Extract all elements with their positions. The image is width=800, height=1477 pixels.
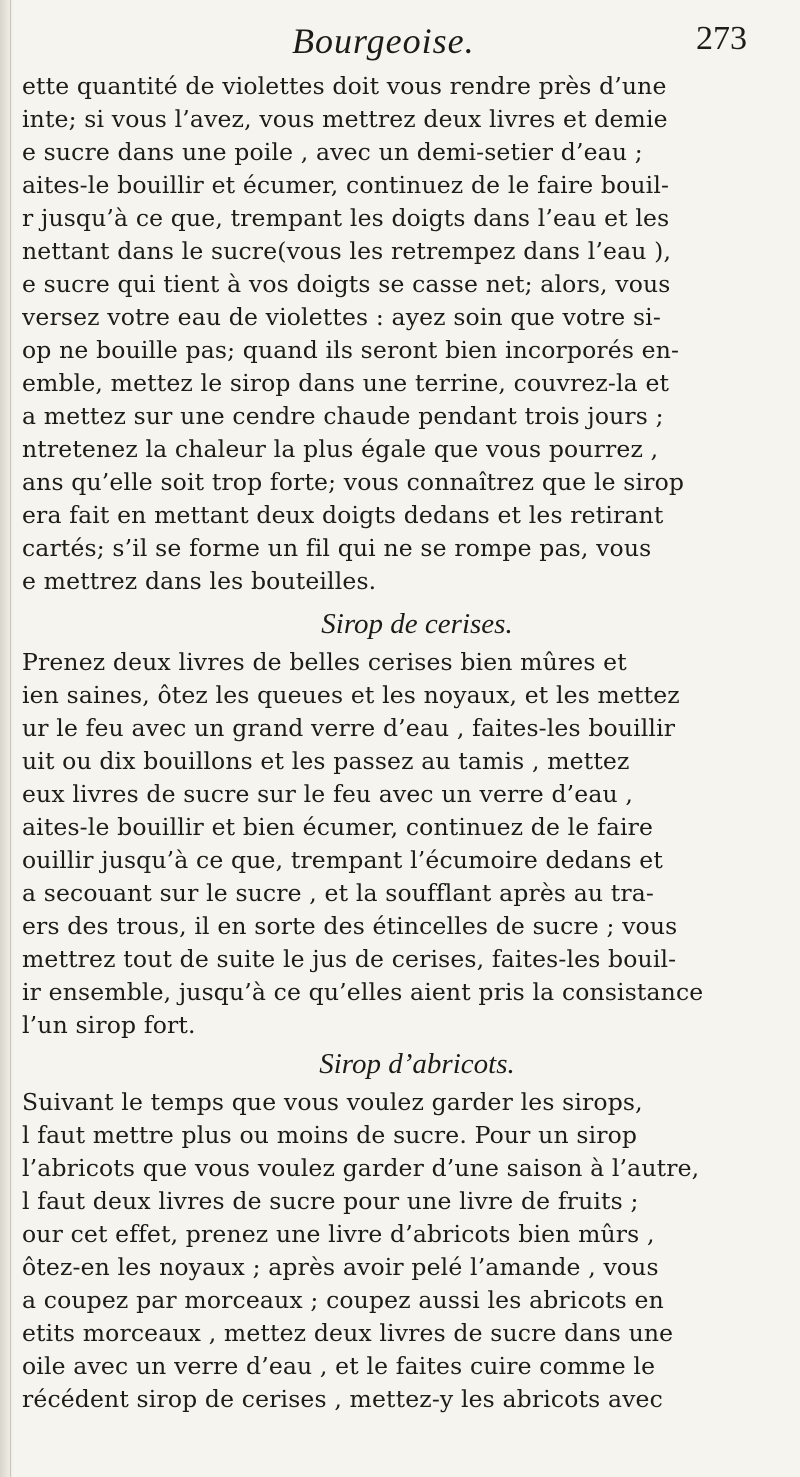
text-line: a secouant sur le sucre , et la soufflant après au tra- — [22, 879, 654, 907]
text-line: our cet effet, prenez une livre d’abricots bien mûrs , — [22, 1220, 655, 1248]
text-line: oile avec un verre d’eau , et le faites cuire comme le — [22, 1352, 656, 1380]
text-line: ans qu’elle soit trop forte; vous connaîtrez que le sirop — [22, 468, 685, 496]
text-line: e sucre dans une poile , avec un demi-setier d’eau ; — [22, 138, 643, 166]
paragraph-violettes — [22, 70, 792, 598]
page-gutter — [0, 0, 14, 1477]
text-line: emble, mettez le sirop dans une terrine, couvrez-la et — [22, 369, 670, 397]
text-line: versez votre eau de violettes : ayez soin que votre si- — [22, 303, 661, 331]
text-line: ôtez-en les noyaux ; après avoir pelé l’amande , vous — [22, 1253, 659, 1281]
text-line: era fait en mettant deux doigts dedans et les retirant — [22, 501, 664, 529]
text-line: r jusqu’à ce que, trempant les doigts dans l’eau et les — [22, 204, 670, 232]
text-line: l faut deux livres de sucre pour une livre de fruits ; — [22, 1187, 639, 1215]
text-line: op ne bouille pas; quand ils seront bien incorporés en- — [22, 336, 680, 364]
section-title-cerises: Sirop de cerises. — [321, 608, 513, 640]
text-line: a mettez sur une cendre chaude pendant trois jours ; — [22, 402, 664, 430]
text-line: ien saines, ôtez les queues et les noyaux, et les mettez — [22, 681, 680, 709]
text-line: e mettrez dans les bouteilles. — [22, 567, 377, 595]
text-line: l’un sirop fort. — [22, 1011, 196, 1039]
text-line: récédent sirop de cerises , mettez-y les abricots avec — [22, 1385, 663, 1413]
text-line: ir ensemble, jusqu’à ce qu’elles aient pris la consistance — [22, 978, 704, 1006]
text-line: nettant dans le sucre(vous les retrempez dans l’eau ), — [22, 237, 672, 265]
paragraph-abricots — [22, 1042, 792, 1416]
text-line: ntretenez la chaleur la plus égale que vous pourrez , — [22, 435, 659, 463]
text-line: mettrez tout de suite le jus de cerises, faites-les bouil- — [22, 945, 677, 973]
running-title: Bourgeoise. — [292, 21, 475, 61]
text-line: etits morceaux , mettez deux livres de sucre dans une — [22, 1319, 674, 1347]
section-title-abricots: Sirop d’abricots. — [319, 1048, 515, 1080]
text-line: Suivant le temps que vous voulez garder les sirops, — [22, 1088, 643, 1116]
text-line: ers des trous, il en sorte des étincelles de sucre ; vous — [22, 912, 678, 940]
page-number: 273 — [696, 20, 747, 57]
text-line: aites-le bouillir et écumer, continuez de le faire bouil- — [22, 171, 670, 199]
text-line: ouillir jusqu’à ce que, trempant l’écumoire dedans et — [22, 846, 663, 874]
text-line: a coupez par morceaux ; coupez aussi les abricots en — [22, 1286, 664, 1314]
text-line: l’abricots que vous voulez garder d’une saison à l’autre, — [22, 1154, 700, 1182]
text-line: uit ou dix bouillons et les passez au tamis , mettez — [22, 747, 630, 775]
text-line: e sucre qui tient à vos doigts se casse net; alors, vous — [22, 270, 671, 298]
text-line: l faut mettre plus ou moins de sucre. Pour un sirop — [22, 1121, 638, 1149]
gutter-line — [10, 0, 11, 1477]
text-line: eux livres de sucre sur le feu avec un verre d’eau , — [22, 780, 634, 808]
text-line: aites-le bouillir et bien écumer, continuez de le faire — [22, 813, 654, 841]
page-header — [0, 8, 800, 68]
body-text — [22, 70, 792, 1416]
text-line: ette quantité de violettes doit vous rendre près d’une — [22, 72, 667, 100]
text-line: ur le feu avec un grand verre d’eau , faites-les bouillir — [22, 714, 676, 742]
text-line: Prenez deux livres de belles cerises bien mûres et — [22, 648, 627, 676]
paragraph-cerises — [22, 602, 792, 1042]
text-line: inte; si vous l’avez, vous mettrez deux livres et demie — [22, 105, 668, 133]
text-line: cartés; s’il se forme un fil qui ne se rompe pas, vous — [22, 534, 652, 562]
